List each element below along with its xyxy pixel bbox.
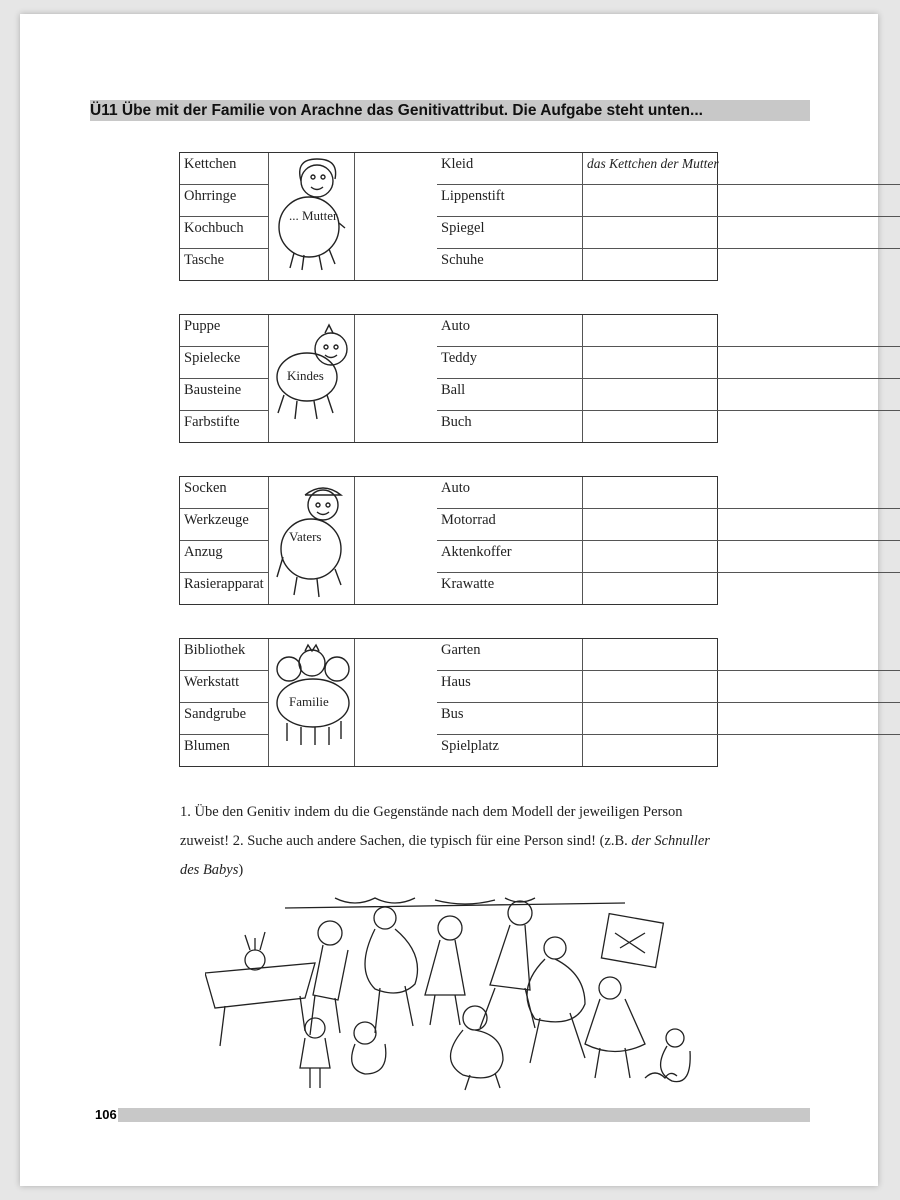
answer-cell[interactable] — [762, 703, 900, 735]
person-figure — [269, 153, 355, 280]
answer-cell[interactable] — [583, 153, 762, 185]
answer-cell[interactable] — [583, 347, 762, 379]
item-cell: Krawatte — [437, 573, 583, 604]
item-cell: Tasche — [180, 249, 269, 280]
item-cell: Werkzeuge — [180, 509, 269, 541]
exercise-table-3 — [179, 476, 718, 605]
answer-cell[interactable] — [762, 541, 900, 573]
item-cell: Sandgrube — [180, 703, 269, 735]
exercise-title: Ü11 Übe mit der Familie von Arachne das Genitivattribut. Die Aufgabe steht unten... — [90, 100, 810, 121]
answer-cell[interactable] — [762, 735, 900, 766]
answer-cell[interactable] — [762, 153, 900, 185]
item-cell: Bausteine — [180, 379, 269, 411]
item-cell: Puppe — [180, 315, 269, 347]
answer-cell[interactable] — [583, 703, 762, 735]
person-label: Kindes — [287, 368, 324, 383]
answer-cell[interactable] — [762, 509, 900, 541]
answer-cell[interactable] — [762, 477, 900, 509]
item-cell: Blumen — [180, 735, 269, 766]
answer-cell[interactable] — [583, 379, 762, 411]
instructions-text: 1. Übe den Genitiv indem du die Gegenstände nach dem Modell der jeweiligen Person zuweist! 2. Suche auch andere Sachen, die typisch für eine Person sind! (z.B. — [180, 804, 683, 849]
answer-cell[interactable] — [762, 185, 900, 217]
answer-cell[interactable] — [583, 735, 762, 766]
page-number: 106 — [95, 1107, 117, 1122]
answer-cell[interactable] — [762, 639, 900, 671]
answer-cell[interactable] — [762, 573, 900, 604]
item-cell: Bibliothek — [180, 639, 269, 671]
item-cell: Farbstifte — [180, 411, 269, 442]
person-figure — [269, 315, 355, 442]
item-cell: Motorrad — [437, 509, 583, 541]
item-cell: Kleid — [437, 153, 583, 185]
item-cell: Schuhe — [437, 249, 583, 280]
item-cell: Bus — [437, 703, 583, 735]
answer-cell[interactable] — [762, 379, 900, 411]
answer-cell[interactable] — [583, 573, 762, 604]
item-cell: Lippenstift — [437, 185, 583, 217]
family-party-cartoon — [205, 888, 695, 1093]
answer-cell[interactable] — [762, 217, 900, 249]
exercise-table-2 — [179, 314, 718, 443]
footer-bar — [118, 1108, 810, 1122]
answer-cell[interactable] — [583, 477, 762, 509]
item-cell: Spielecke — [180, 347, 269, 379]
item-cell: Teddy — [437, 347, 583, 379]
answer-cell[interactable] — [762, 347, 900, 379]
person-label: Vaters — [289, 529, 322, 544]
item-cell: Aktenkoffer — [437, 541, 583, 573]
item-cell: Buch — [437, 411, 583, 442]
person-label: Familie — [289, 694, 329, 709]
item-cell: Rasierapparat — [180, 573, 269, 604]
answer-cell[interactable] — [583, 671, 762, 703]
item-cell: Garten — [437, 639, 583, 671]
answer-cell[interactable] — [583, 217, 762, 249]
answer-cell[interactable] — [762, 249, 900, 280]
item-cell: Spiegel — [437, 217, 583, 249]
item-cell: Auto — [437, 315, 583, 347]
instructions-example: der Schnuller des Babys — [180, 833, 710, 878]
answer-cell[interactable] — [583, 411, 762, 442]
item-cell: Socken — [180, 477, 269, 509]
person-label: ... Mutter — [289, 208, 338, 223]
answer-cell[interactable] — [583, 315, 762, 347]
exercise-table-4 — [179, 638, 718, 767]
item-cell: Spielplatz — [437, 735, 583, 766]
answer-cell[interactable] — [583, 249, 762, 280]
answer-cell[interactable] — [583, 509, 762, 541]
item-cell: Werkstatt — [180, 671, 269, 703]
item-cell: Ohrringe — [180, 185, 269, 217]
example-answer: das Kettchen der Mutter — [587, 156, 719, 171]
answer-cell[interactable] — [583, 185, 762, 217]
answer-cell[interactable] — [762, 671, 900, 703]
item-cell: Auto — [437, 477, 583, 509]
item-cell: Anzug — [180, 541, 269, 573]
item-cell: Haus — [437, 671, 583, 703]
answer-cell[interactable] — [762, 315, 900, 347]
item-cell: Kochbuch — [180, 217, 269, 249]
exercise-table-1 — [179, 152, 718, 281]
answer-cell[interactable] — [762, 411, 900, 442]
item-cell: Kettchen — [180, 153, 269, 185]
answer-cell[interactable] — [583, 541, 762, 573]
item-cell: Ball — [437, 379, 583, 411]
instructions-close: ) — [238, 862, 244, 878]
person-figure — [269, 639, 355, 766]
person-figure — [269, 477, 355, 604]
instructions — [180, 798, 720, 885]
answer-cell[interactable] — [583, 639, 762, 671]
